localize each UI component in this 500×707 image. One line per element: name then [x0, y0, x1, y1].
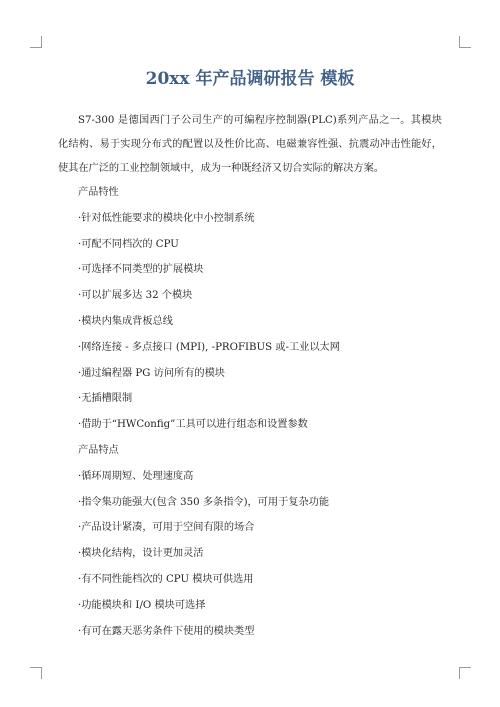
- feature-item: ·借助于“HWConfig”工具可以进行组态和设置参数: [78, 419, 308, 431]
- document-title: 20xx 年产品调研报告 模板: [145, 69, 355, 89]
- feature-item: ·可选择不同类型的扩展模块: [78, 264, 204, 276]
- characteristic-item: ·模块化结构，设计更加灵活: [78, 548, 204, 560]
- characteristic-item: ·指令集功能强大(包含 350 多条指令)，可用于复杂功能: [78, 496, 330, 508]
- crop-mark-top-left: [30, 36, 42, 48]
- crop-mark-bottom-right: [459, 667, 471, 679]
- document-body: [78, 186, 438, 650]
- characteristic-item: ·有可在露天恶劣条件下使用的模块类型: [78, 625, 255, 637]
- feature-item: ·网络连接 - 多点接口 (MPI), -PROFIBUS 或-工业以太网: [78, 341, 340, 353]
- characteristic-item: ·有不同性能档次的 CPU 模块可供选用: [78, 573, 254, 585]
- crop-mark-bottom-left: [30, 667, 42, 679]
- section-heading-characteristics: 产品特点: [78, 444, 119, 456]
- feature-item: ·模块内集成背板总线: [78, 315, 173, 327]
- crop-mark-top-right: [459, 36, 471, 48]
- section-heading-features: 产品特性: [78, 187, 119, 198]
- characteristic-item: ·产品设计紧凑，可用于空间有限的场合: [78, 522, 255, 534]
- characteristic-item: ·功能模块和 I/O 模块可选择: [78, 599, 206, 611]
- feature-item: ·可配不同档次的 CPU: [78, 238, 179, 250]
- feature-item: ·针对低性能要求的模块化中小控制系统: [78, 212, 255, 224]
- feature-item: ·无插槽限制: [78, 393, 133, 405]
- characteristic-item: ·循环周期短、处理速度高: [78, 470, 194, 482]
- intro-paragraph: S7-300 是德国西门子公司生产的可编程序控制器(PLC)系列产品之一。其模块化结构、易于实现分布式的配置以及性价比高、电磁兼容性强、抗震动冲击性能好，使其在广泛的工业控制领域中，成为一种既经济又切合实际的解决方案。: [58, 115, 442, 174]
- feature-item: ·通过编程器 PG 访问所有的模块: [78, 367, 225, 379]
- feature-item: ·可以扩展多达 32 个模块: [78, 290, 193, 302]
